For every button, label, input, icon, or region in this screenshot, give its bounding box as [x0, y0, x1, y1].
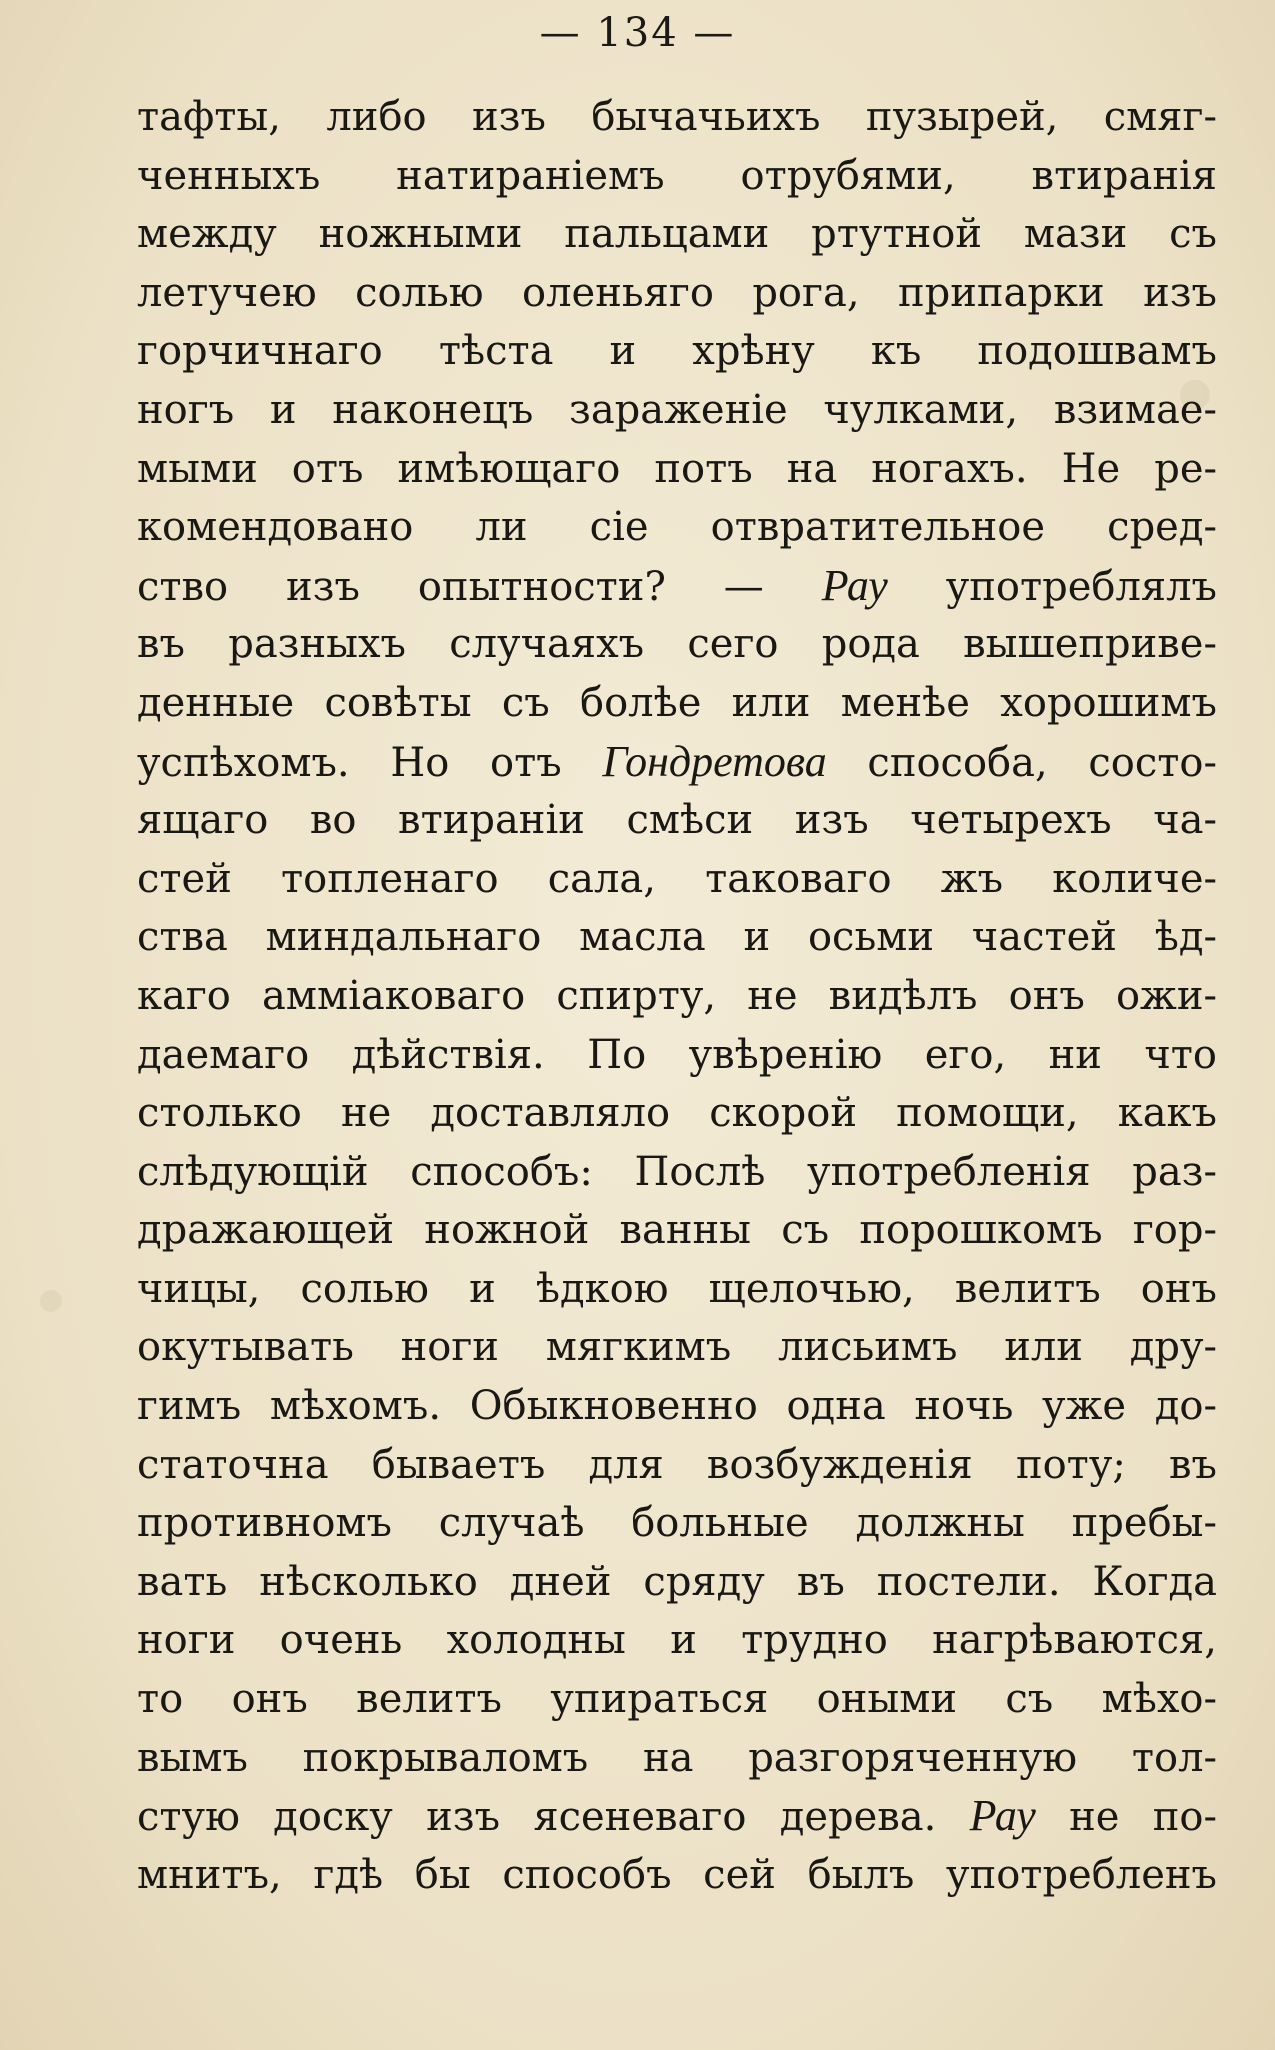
- page-number: — 134 —: [539, 10, 736, 56]
- text-line: [137, 615, 1217, 674]
- text-segment: дражающей ножной ванны съ порошкомъ гор-: [137, 1207, 1217, 1254]
- text-segment: противномъ случаѣ больные должны пребы-: [137, 1500, 1217, 1547]
- text-line: [137, 1611, 1217, 1670]
- text-segment: горчичнаго тѣста и хрѣну къ подошвамъ: [137, 328, 1217, 375]
- text-line: [137, 1494, 1217, 1553]
- text-segment: гимъ мѣхомъ. Обыкновенно одна ночь уже до-: [137, 1383, 1217, 1430]
- text-line: [137, 967, 1217, 1026]
- text-line: [137, 908, 1217, 967]
- text-line: [137, 322, 1217, 381]
- text-segment: чицы, солью и ѣдкою щелочью, велитъ онъ: [137, 1265, 1217, 1312]
- italic-name: Рау: [969, 1791, 1036, 1841]
- text-segment: денные совѣты съ болѣе или менѣе хорошимъ: [137, 679, 1217, 726]
- text-line: [137, 147, 1217, 206]
- text-line: [137, 1318, 1217, 1377]
- text-segment: комендовано ли сіе отвратительное сред-: [137, 504, 1217, 551]
- text-segment: между ножными пальцами ртутной мази съ: [137, 211, 1217, 258]
- text-segment: слѣдующій способъ: Послѣ употребленія раз-: [137, 1148, 1217, 1195]
- text-segment: каго амміаковаго спирту, не видѣлъ онъ ожи-: [137, 972, 1217, 1019]
- text-line: [137, 1260, 1217, 1319]
- text-line: [137, 205, 1217, 264]
- body-text: [137, 88, 1217, 1904]
- text-segment: ства миндальнаго масла и осьми частей ѣд-: [137, 914, 1217, 961]
- text-segment: окутывать ноги мягкимъ лисьимъ или дру-: [137, 1324, 1217, 1371]
- italic-name: Рау: [821, 560, 888, 610]
- text-segment: успѣхомъ. Но отъ: [137, 739, 603, 786]
- text-line: [137, 498, 1217, 557]
- text-segment: не по-: [1035, 1794, 1217, 1841]
- text-line: [137, 674, 1217, 733]
- text-segment: способа, состо-: [826, 739, 1217, 786]
- text-segment: мыми отъ имѣющаго потъ на ногахъ. Не ре-: [137, 445, 1217, 492]
- text-line: [137, 1143, 1217, 1202]
- text-line: [137, 1553, 1217, 1612]
- text-line: [137, 1670, 1217, 1729]
- text-line: [137, 1026, 1217, 1085]
- text-segment: ящаго во втираніи смѣси изъ четырехъ ча-: [137, 797, 1217, 844]
- text-segment: стую доску изъ ясеневаго дерева.: [137, 1794, 970, 1841]
- text-line: [137, 1201, 1217, 1260]
- text-line: [137, 850, 1217, 909]
- text-line: [137, 440, 1217, 499]
- text-line: [137, 381, 1217, 440]
- text-segment: летучею солью оленьяго рога, припарки изъ: [137, 269, 1217, 316]
- text-line: [137, 1436, 1217, 1495]
- text-segment: мнитъ, гдѣ бы способъ сей былъ употребленъ: [137, 1851, 1217, 1898]
- text-segment: даемаго дѣйствія. По увѣренію его, ни что: [137, 1031, 1217, 1078]
- text-segment: ногъ и наконецъ зараженіе чулками, взимае-: [137, 386, 1217, 433]
- text-segment: вать нѣсколько дней сряду въ постели. Когда: [137, 1558, 1217, 1605]
- text-line: [137, 264, 1217, 323]
- text-line: [137, 1377, 1217, 1436]
- text-line: [137, 1787, 1217, 1846]
- text-segment: вымъ покрываломъ на разгоряченную тол-: [137, 1734, 1217, 1781]
- text-segment: ство изъ опытности? —: [137, 563, 822, 610]
- text-line: [137, 1084, 1217, 1143]
- italic-name: Гондретова: [602, 736, 827, 786]
- paper-stain: [40, 1290, 62, 1312]
- text-segment: статочна бываетъ для возбужденія поту; въ: [137, 1441, 1217, 1488]
- text-segment: столько не доставляло скорой помощи, какъ: [137, 1090, 1217, 1137]
- text-segment: тафты, либо изъ бычачьихъ пузырей, смяг-: [137, 94, 1217, 140]
- text-line: [137, 1729, 1217, 1788]
- text-line: [137, 791, 1217, 850]
- text-segment: въ разныхъ случаяхъ сего рода вышеприве-: [137, 621, 1217, 668]
- text-segment: употреблялъ: [887, 563, 1217, 610]
- text-line: [137, 733, 1217, 792]
- text-line: [137, 1846, 1217, 1905]
- text-line: [137, 557, 1217, 616]
- text-segment: ченныхъ натираніемъ отрубями, втиранія: [137, 152, 1217, 199]
- text-line: [137, 88, 1217, 147]
- text-segment: ноги очень холодны и трудно нагрѣваются,: [137, 1617, 1217, 1664]
- text-segment: то онъ велитъ упираться оными съ мѣхо-: [137, 1676, 1217, 1723]
- text-segment: стей топленаго сала, таковаго жъ количе-: [137, 855, 1217, 902]
